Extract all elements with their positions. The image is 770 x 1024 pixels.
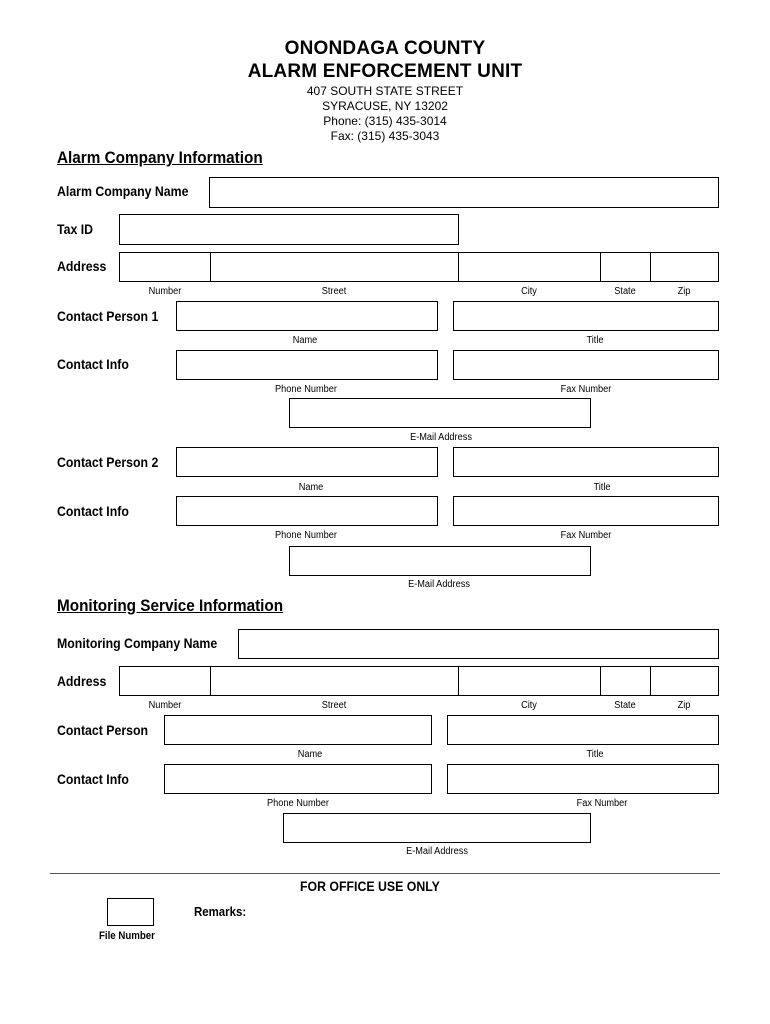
monitoring-state-caption: State — [614, 700, 636, 711]
contact-person-1-label: Contact Person 1 — [57, 308, 159, 324]
monitoring-contact-info-label: Contact Info — [57, 771, 129, 787]
monitoring-company-name-label: Monitoring Company Name — [57, 635, 218, 651]
contact1-phone-caption: Phone Number — [275, 384, 337, 395]
contact2-fax-field[interactable] — [453, 496, 719, 526]
monitoring-city-caption: City — [521, 700, 537, 711]
phone-text: Phone: (315) 435-3014 — [323, 114, 447, 128]
street-address: 407 SOUTH STATE STREET — [306, 84, 464, 98]
monitoring-address-state-field[interactable] — [600, 666, 651, 696]
monitoring-number-caption: Number — [148, 700, 182, 711]
monitoring-contact-name-field[interactable] — [164, 715, 432, 745]
file-number-field[interactable] — [107, 898, 154, 926]
remarks-label: Remarks: — [194, 904, 247, 919]
monitoring-contact-name-caption: Name — [297, 749, 323, 760]
address-street-field[interactable] — [210, 252, 459, 282]
monitoring-zip-caption: Zip — [677, 700, 691, 711]
monitoring-contact-phone-caption: Phone Number — [267, 798, 329, 809]
monitoring-contact-email-field[interactable] — [283, 813, 591, 843]
contact1-name-field[interactable] — [176, 301, 438, 331]
contact2-title-caption: Title — [593, 482, 611, 493]
contact2-name-caption: Name — [298, 482, 324, 493]
contact1-fax-caption: Fax Number — [560, 384, 612, 395]
contact1-name-caption: Name — [292, 335, 318, 346]
address-label: Address — [57, 258, 107, 274]
alarm-company-name-field[interactable] — [209, 177, 719, 208]
monitoring-address-zip-field[interactable] — [650, 666, 719, 696]
address-state-caption: State — [614, 286, 636, 297]
tax-id-field[interactable] — [119, 214, 459, 245]
monitoring-contact-person-label: Contact Person — [57, 722, 149, 738]
monitoring-street-caption: Street — [321, 700, 347, 711]
address-number-caption: Number — [148, 286, 182, 297]
monitoring-address-city-field[interactable] — [458, 666, 601, 696]
address-number-field[interactable] — [119, 252, 211, 282]
monitoring-company-name-field[interactable] — [238, 629, 719, 659]
contact2-phone-field[interactable] — [176, 496, 438, 526]
contact1-email-field[interactable] — [289, 398, 591, 428]
city-address: SYRACUSE, NY 13202 — [322, 99, 448, 113]
address-zip-caption: Zip — [677, 286, 691, 297]
address-city-caption: City — [521, 286, 537, 297]
county-title: ONONDAGA COUNTY — [284, 38, 486, 59]
contact2-title-field[interactable] — [453, 447, 719, 477]
monitoring-address-number-field[interactable] — [119, 666, 211, 696]
contact1-phone-field[interactable] — [176, 350, 438, 380]
contact2-name-field[interactable] — [176, 447, 438, 477]
contact-person-2-label: Contact Person 2 — [57, 454, 159, 470]
contact1-title-field[interactable] — [453, 301, 719, 331]
monitoring-section-title: Monitoring Service Information — [57, 596, 284, 615]
fax-text: Fax: (315) 435-3043 — [330, 129, 440, 143]
contact2-fax-caption: Fax Number — [560, 530, 612, 541]
alarm-company-name-label: Alarm Company Name — [57, 183, 189, 199]
address-state-field[interactable] — [600, 252, 651, 282]
file-number-caption: File Number — [99, 930, 155, 942]
monitoring-contact-email-caption: E-Mail Address — [406, 846, 468, 857]
address-street-caption: Street — [321, 286, 347, 297]
monitoring-contact-fax-field[interactable] — [447, 764, 719, 794]
contact2-phone-caption: Phone Number — [275, 530, 337, 541]
monitoring-contact-title-caption: Title — [586, 749, 604, 760]
contact1-email-caption: E-Mail Address — [410, 432, 472, 443]
monitoring-address-street-field[interactable] — [210, 666, 459, 696]
monitoring-contact-phone-field[interactable] — [164, 764, 432, 794]
contact1-title-caption: Title — [586, 335, 604, 346]
contact1-fax-field[interactable] — [453, 350, 719, 380]
monitoring-contact-title-field[interactable] — [447, 715, 719, 745]
contact2-info-label: Contact Info — [57, 503, 129, 519]
tax-id-label: Tax ID — [57, 221, 94, 237]
contact2-email-field[interactable] — [289, 546, 591, 576]
contact1-info-label: Contact Info — [57, 356, 129, 372]
address-zip-field[interactable] — [650, 252, 719, 282]
address-city-field[interactable] — [458, 252, 601, 282]
office-use-heading: FOR OFFICE USE ONLY — [300, 878, 440, 894]
alarm-company-section-title: Alarm Company Information — [57, 148, 263, 167]
monitoring-address-label: Address — [57, 673, 107, 689]
office-divider — [50, 873, 720, 874]
contact2-email-caption: E-Mail Address — [408, 579, 470, 590]
unit-title: ALARM ENFORCEMENT UNIT — [247, 61, 523, 82]
monitoring-contact-fax-caption: Fax Number — [576, 798, 628, 809]
